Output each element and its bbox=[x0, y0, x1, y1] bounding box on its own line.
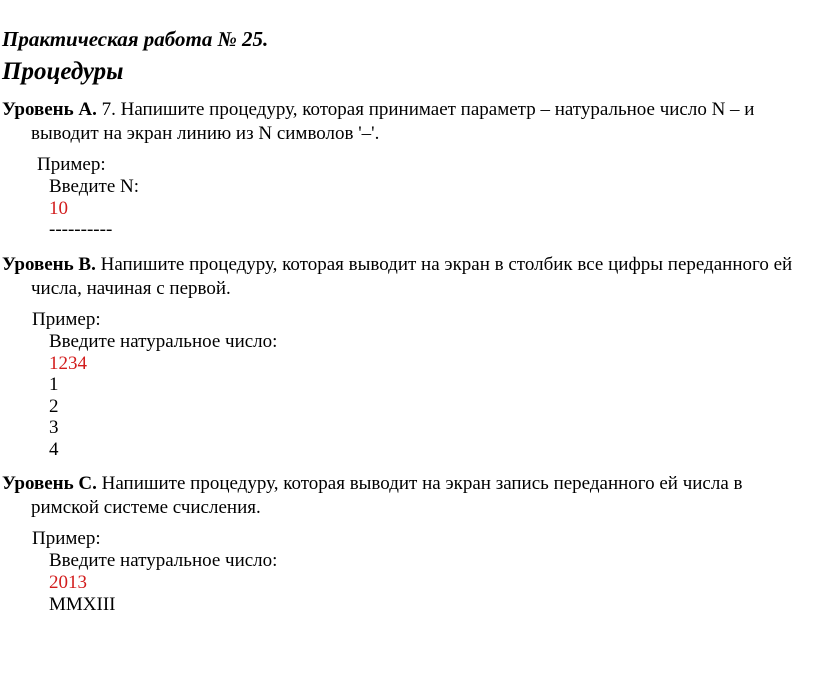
level-b-output-line: 3 bbox=[49, 417, 59, 438]
task-level-b bbox=[2, 253, 802, 301]
page-subtitle: Процедуры bbox=[2, 58, 124, 85]
task-level-a bbox=[2, 98, 802, 146]
level-a-output: ---------- bbox=[49, 219, 113, 240]
task-level-c bbox=[2, 472, 802, 520]
level-c-prompt: Введите натуральное число: bbox=[49, 550, 278, 571]
level-a-example-label: Пример: bbox=[37, 154, 106, 175]
level-b-output-line: 1 bbox=[49, 374, 59, 395]
level-c-text: Напишите процедуру, которая выводит на экран запись переданного ей числа в римской системе счисления. bbox=[31, 473, 743, 518]
level-a-prompt: Введите N: bbox=[49, 176, 140, 197]
level-b-label: Уровень B. bbox=[2, 254, 96, 275]
level-a-label: Уровень A. bbox=[2, 99, 97, 120]
level-b-output-line: 4 bbox=[49, 439, 59, 460]
level-b-example-label: Пример: bbox=[32, 309, 101, 330]
page-title: Практическая работа № 25. bbox=[2, 27, 269, 51]
level-a-input: 10 bbox=[49, 198, 68, 219]
level-b-input: 1234 bbox=[49, 353, 87, 374]
level-c-output: MMXIII bbox=[49, 594, 116, 615]
level-c-example-label: Пример: bbox=[32, 528, 101, 549]
level-b-output-line: 2 bbox=[49, 396, 59, 417]
level-a-text: 7. Напишите процедуру, которая принимает параметр – натуральное число N – и выводит на экран линию из N символов '–'. bbox=[31, 99, 755, 144]
level-c-label: Уровень C. bbox=[2, 473, 97, 494]
level-b-prompt: Введите натуральное число: bbox=[49, 331, 278, 352]
level-c-input: 2013 bbox=[49, 572, 87, 593]
level-b-text: Напишите процедуру, которая выводит на экран в столбик все цифры переданного ей числа, начиная с первой. bbox=[31, 254, 793, 299]
